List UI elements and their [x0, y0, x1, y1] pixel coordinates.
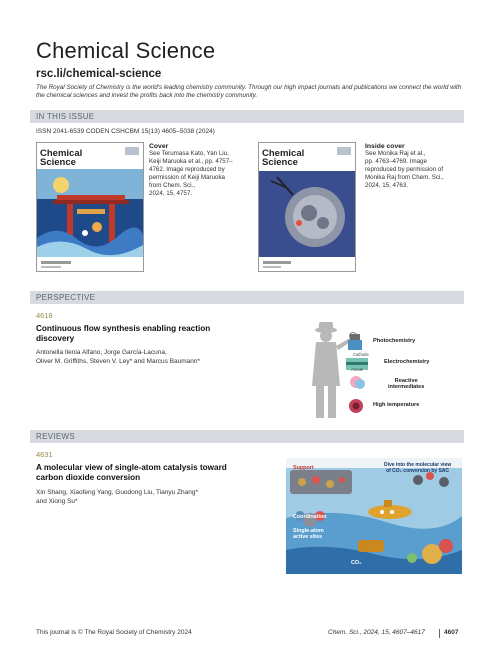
graphic-label-co2: CO₂ [351, 560, 362, 566]
footer-citation: Chem. Sci., 2024, 15, 4607–4617 [328, 629, 425, 636]
section-heading: REVIEWS [36, 432, 75, 441]
perspective-graphic-icon [296, 318, 466, 424]
footer-page-number: 4607 [444, 629, 459, 636]
graphic-label-dive: Dive into the molecular view of CO₂ conversion by SAC [384, 462, 452, 474]
inside-cover-art-icon [259, 143, 355, 271]
front-cover-caption: Cover See Terumasa Kato, Yan Liu, Keiji Maruoka et al., pp. 4757– 4762. Image reproduced by permission of Keiji Maruoka from Chem. Sci., 2024, 15, 4757. [149, 143, 259, 198]
journal-url[interactable]: rsc.li/chemical-science [36, 68, 162, 80]
graphic-label-electrochemistry: Electrochemistry [384, 359, 430, 365]
cover-label: Inside cover [365, 143, 405, 150]
graphic-label-single-atom-active-sites: Single-atom active sites [293, 528, 324, 540]
section-bar-perspective [30, 291, 464, 304]
footer-copyright: This journal is © The Royal Society of Chemistry 2024 [36, 629, 192, 636]
inside-cover-caption: Inside cover See Monika Raj et al., pp. 4763–4769. Image reproduced by permission of Monika Raj from Chem. Sci., 2024, 15, 4763. [365, 143, 475, 190]
footer-divider [439, 629, 440, 638]
section-bar-in-this-issue [30, 110, 464, 123]
cover-masthead: Chemical Science [262, 148, 305, 168]
cover-masthead: Chemical Science [40, 148, 83, 168]
section-heading: IN THIS ISSUE [36, 112, 95, 121]
inside-cover-thumbnail[interactable] [258, 142, 356, 272]
journal-title: Chemical Science [36, 38, 216, 63]
cover-label: Cover [149, 143, 169, 150]
article-title[interactable]: A molecular view of single-atom catalysis toward carbon dioxide conversion [36, 463, 227, 482]
section-heading: PERSPECTIVE [36, 293, 96, 302]
article-authors: Antonella Ilenia Alfano, Jorge García-Lacuna, Oliver M. Griffiths, Steven V. Ley* and Marcus Baumann* [36, 349, 201, 365]
article-authors: Xin Shang, Xiaofeng Yang, Guodong Liu, Tianyu Zhang* and Xiong Su* [36, 489, 199, 505]
section-bar-reviews [30, 430, 464, 443]
graphic-label-cathode: Cathode [353, 352, 369, 357]
front-cover-art-icon [37, 143, 143, 271]
graphic-label-anode: Anode [351, 367, 364, 372]
graphic-label-high-temperature: High temperature [373, 402, 420, 408]
journal-intro: The Royal Society of Chemistry is the world's leading chemistry community. Through our high impact journals and publications we connect the world with the chemical sciences and invest the profits back into the chemistry community. [36, 84, 462, 100]
front-cover-thumbnail[interactable] [36, 142, 144, 272]
page-number[interactable]: 4631 [36, 450, 53, 459]
issn-line: ISSN 2041-6539 CODEN CSHCBM 15(13) 4605–5038 (2024) [36, 128, 215, 135]
graphic-label-support: Support [293, 465, 314, 471]
graphic-label-photochemistry: Photochemistry [373, 338, 416, 344]
page-number[interactable]: 4618 [36, 311, 53, 320]
graphic-label-coordination: Coordination [293, 514, 327, 520]
graphic-label-reactive-intermediates: Reactive intermediates [388, 378, 425, 390]
article-title[interactable]: Continuous flow synthesis enabling reaction discovery [36, 324, 211, 343]
